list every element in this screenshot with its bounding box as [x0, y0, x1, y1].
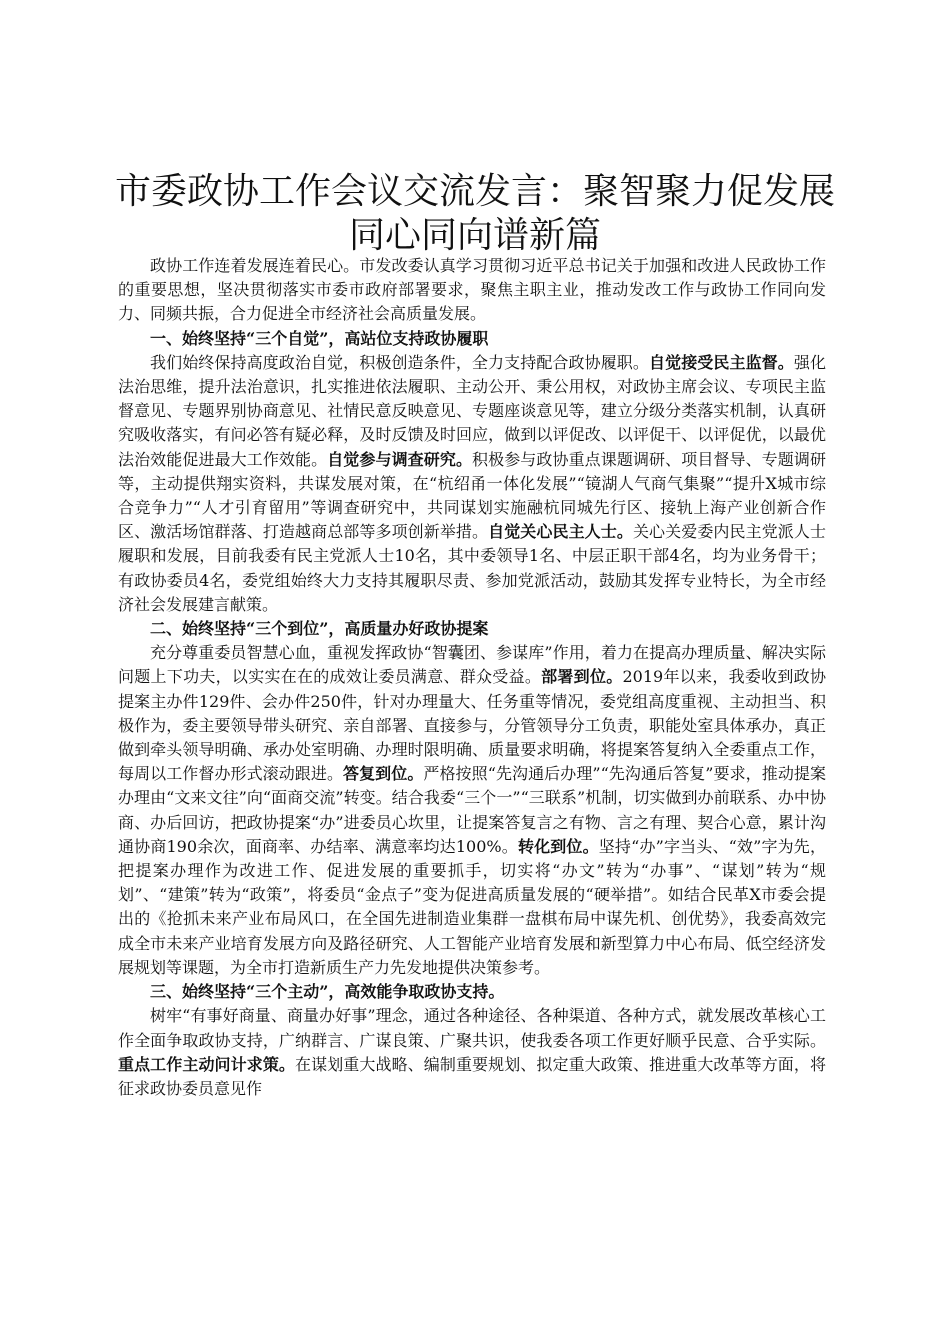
s2-text-d: 坚持“办”字当头、“效”字为先，把提案办理作为改进工作、促进发展的重要抓手，切实将“办文”转为“办事”、“谋划”转为“规划”、“建策”转为“政策”，将委员“金点子”变为促进高质量发展的“硬举措”。如结合民革X市委会提出的《抢抓未来产业布局风口，在全国先进制造业集群一盘棋布局中谋先机、创优势》，我委高效完成全市未来产业培育发展方向及路径研究、人工智能产业培育发展和新型算力中心布局、低空经济发展规划等课题，为全市打造新质生产力先发地提供决策参考。: [118, 836, 826, 977]
s1-key-1: 自觉接受民主监督。: [649, 352, 794, 372]
document-title: [100, 170, 850, 258]
s2-key-2: 答复到位。: [343, 764, 424, 784]
section-3-paragraph: [118, 1004, 826, 1101]
s1-text-a: 我们始终保持高度政治自觉，积极创造条件，全力支持配合政协履职。: [150, 352, 649, 372]
section-1-paragraph: [118, 351, 826, 617]
section-1-heading: 一、始终坚持“三个自觉”，高站位支持政协履职: [150, 328, 489, 348]
s1-key-2: 自觉参与调查研究。: [327, 449, 473, 469]
s2-text-b: 2019年以来，我委收到政协提案主办件129件、会办件250件，针对办理量大、任务重等情况，委党组高度重视、主动担当、积极作为，委主要领导带头研究、亲自部署、直接参与，分管领导分工负责，职能处室具体承办，真正做到牵头领导明确、承办处室明确、办理时限明确、质量要求明确，将提案答复纳入全委重点工作，每周以工作督办形式滚动跟进。: [118, 667, 826, 784]
s2-key-3: 转化到位。: [517, 836, 599, 856]
section-2-heading: 二、始终坚持“三个到位”，高质量办好政协提案: [150, 619, 489, 639]
s2-text-c: 严格按照“先沟通后办理”“先沟通后答复”要求，推动提案办理由“文来文往”向“面商交流”转变。结合我委“三个一”“三联系”机制，切实做到办前联系、办中协商、办后回访，把政协提案“办”进委员心坎里，让提案答复言之有物、言之有理、契合心意，累计沟通协商190余次，面商率、办结率、满意率均达100%。: [118, 764, 826, 856]
s2-text-a: 充分尊重委员智慧心血，重视发挥政协“智囊团、参谋库”作用，着力在提高办理质量、解决实际问题上下功夫，以实实在在的成效让委员满意、群众受益。: [118, 643, 826, 687]
s1-text-d: 关心关爱委内民主党派人士履职和发展，目前我委有民主党派人士10名，其中委领导1名、中层正职干部4名，均为业务骨干；有政协委员4名，委党组始终大力支持其履职尽责、参加党派活动，鼓励其发挥专业特长，为全市经济社会发展建言献策。: [118, 522, 826, 614]
title-line-1: 市委政协工作会议交流发言：聚智聚力促发展: [114, 171, 835, 212]
s1-text-c: 积极参与政协重点课题调研、项目督导、专题调研等，主动提供翔实资料，共谋发展对策，在“杭绍甬一体化发展”“镜湖人气商气集聚”“提升X城市综合竞争力”“人才引育留用”等调查研究中，共同谋划实施融杭同城先行区、接轨上海产业创新合作区、激活场馆群落、打造越商总部等多项创新举措。: [118, 449, 826, 542]
intro-paragraph: 政协工作连着发展连着民心。市发改委认真学习贯彻习近平总书记关于加强和改进人民政协工作的重要思想，坚决贯彻落实市委市政府部署要求，聚焦主职主业，推动发改工作与政协工作同向发力、同频共振，合力促进全市经济社会高质量发展。: [118, 256, 826, 324]
section-2-paragraph: [118, 641, 826, 980]
s3-key-1: 重点工作主动问计求策。: [118, 1054, 296, 1074]
s2-key-1: 部署到位。: [541, 667, 623, 687]
s1-key-3: 自觉关心民主人士。: [488, 522, 633, 542]
title-line-2: 同心同向谱新篇: [348, 215, 601, 256]
s3-text-a: 树牢“有事好商量、商量办好事”理念，通过各种途径、各种渠道、各种方式，就发展改革核心工作全面争取政协支持，广纳群言、广谋良策、广聚共识，使我委各项工作更好顺乎民意、合乎实际。: [118, 1006, 826, 1050]
document-body: [118, 254, 826, 1101]
section-3-heading: 三、始终坚持“三个主动”，高效能争取政协支持。: [150, 982, 505, 1002]
s1-text-b: 强化法治思维，提升法治意识，扎实推进依法履职、主动公开、秉公用权，对政协主席会议、专项民主监督意见、专题界别协商意见、社情民意反映意见、专题座谈意见等，建立分级分类落实机制，认真研究吸收落实，有问必答有疑必释，及时反馈及时回应，做到以评促改、以评促干、以评促优，以最优法治效能促进最大工作效能。: [118, 352, 826, 469]
s3-text-b: 在谋划重大战略、编制重要规划、拟定重大政策、推进重大改革等方面，将征求政协委员意见作: [118, 1054, 826, 1098]
